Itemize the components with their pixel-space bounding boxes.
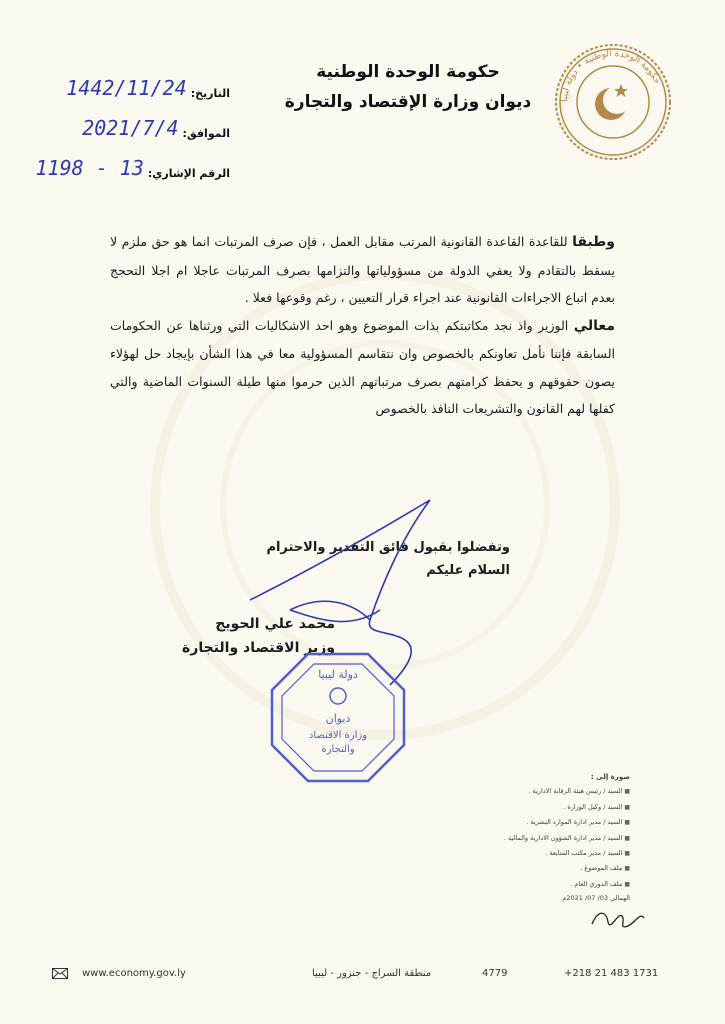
stamp-line-3: والتجارة [321, 744, 355, 755]
government-name: حكومة الوحدة الوطنية [316, 62, 500, 82]
ministry-name: ديوان وزارة الإقتصاد والتجارة [284, 92, 532, 112]
stamp-line-2: وزارة الاقتصاد [308, 730, 368, 741]
emblem-ring-text: حكومة الوحدة الوطنية • دولة ليبيا [559, 48, 662, 103]
corresponding-value: 2021/7/4 [82, 116, 179, 140]
corresponding-label: الموافق: [182, 127, 230, 140]
footer [52, 968, 672, 986]
reference-value: 1198 - 13 [35, 156, 144, 180]
cc-item: ■ السيد / مدير مكتب المتابعة . [452, 846, 630, 861]
cc-item: ■ السيد / رئيس هيئة الرقابة الادارية . [452, 784, 630, 799]
archive-date-line: الهمالي 03/ 07/ 2021م [562, 894, 630, 902]
letter-body [110, 228, 615, 423]
footer-address: منطقة السراج - جنزور - ليبيا [312, 968, 432, 979]
date-value: 1442/11/24 [66, 76, 187, 100]
copies-to-block [452, 770, 630, 892]
date-row [30, 60, 230, 100]
paragraph-2-text: الوزير واذ نجد مكاتبتكم بذات الموضوع وهو احد الاشكاليات التي ورثناها عن الحكومات السابقة فإننا نأمل تعاونكم بالخصوص وان نتقاسم المسؤولية معا في هذا الشأن بإيجاد حل لهؤلاء يصون حقوقهم و يحفظ كرامتهم بصرف مرتباتهم الذين حرموا منها طيلة السنوات الماضية والتي كفلها لهم القانون والتشريعات النافذ بالخصوص [110, 317, 615, 416]
mail-icon [52, 968, 68, 979]
cc-item: ■ ملف الموضوع . [452, 861, 630, 876]
copies-to-title: صورة إلى : [590, 773, 630, 781]
closing-regards: وتفضلوا بقبول فائق التقدير والاحترام [266, 540, 510, 555]
footer-phone: +218 21 483 1731 [564, 968, 659, 979]
official-stamp-icon [268, 650, 408, 785]
paragraph-2 [110, 312, 615, 423]
reference-row [30, 140, 230, 180]
stamp-line-1: ديوان [325, 712, 351, 725]
paragraph-2-lead: معالي [573, 317, 615, 334]
closing-greeting: السلام عليكم [426, 563, 510, 578]
paragraph-1-text: للقاعدة القاعدة القانونية المرتب مقابل العمل ، فإن صرف المرتبات انما هو حق ملزم لا يسقط بالتقادم ولا يعفي الدولة من مسؤولياتها والتزامها بصرف المرتبات عاجلا ام اجلا التحجج بعدم اتباع الاجراءات القانونية عند اجراء قرار التعيين ، رغم وقوعها فعلا . [110, 234, 615, 305]
date-label: التاريخ: [190, 87, 230, 100]
cc-item: ■ السيد / مدير ادارة الموارد البشرية . [452, 815, 630, 830]
reference-label: الرقم الإشاري: [147, 167, 230, 180]
footer-website[interactable]: www.economy.gov.ly [82, 968, 186, 979]
paragraph-1 [110, 228, 615, 312]
initials-signature-icon [588, 902, 648, 936]
cc-item: ■ ملف الدوري العام . [452, 877, 630, 892]
letterhead [258, 62, 558, 112]
paragraph-1-lead: وطبقا [572, 234, 615, 250]
cc-item: ■ السيد / مدير ادارة الشؤون الادارية والمالية . [452, 831, 630, 846]
libya-emblem-icon [553, 42, 673, 162]
signer-name: محمد علي الحويج [215, 616, 335, 632]
cc-item: ■ السيد / وكيل الوزارة . [452, 800, 630, 815]
corresponding-date-row [30, 100, 230, 140]
footer-pobox: 4779 [482, 968, 508, 979]
stamp-top-text: دولة ليبيا [318, 668, 358, 681]
reference-block [30, 60, 230, 180]
signer-title: وزير الاقتصاد والتجارة [182, 640, 335, 656]
